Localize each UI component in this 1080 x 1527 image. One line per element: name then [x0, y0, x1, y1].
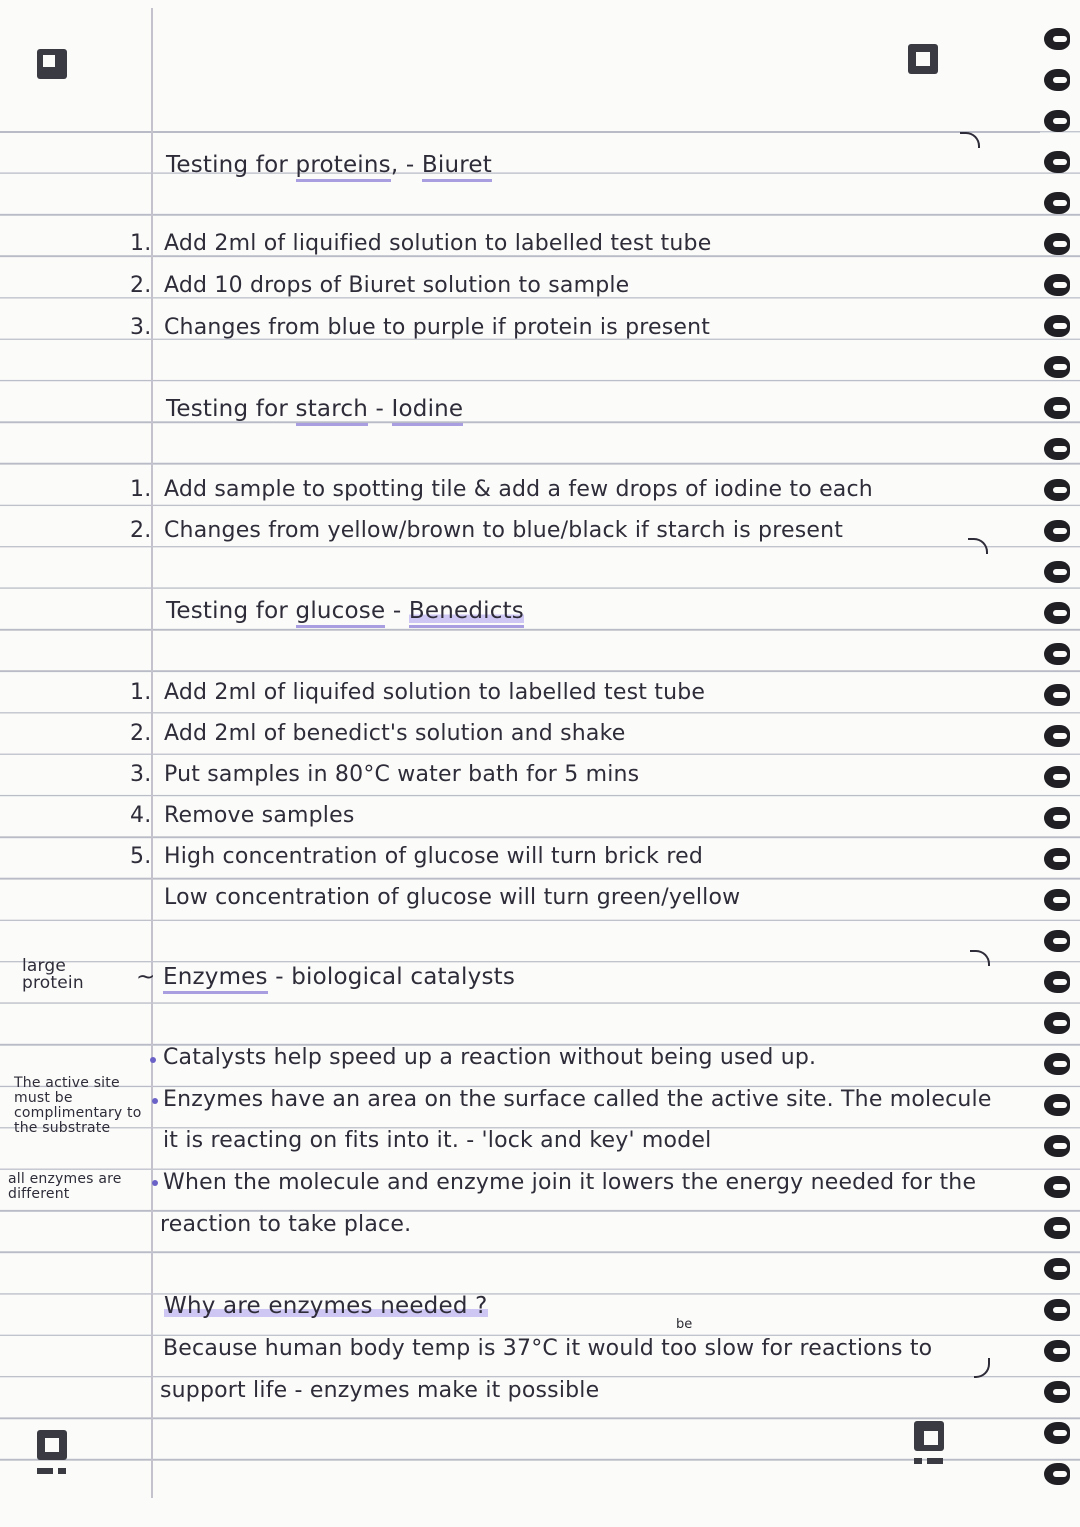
spiral-ring [1044, 1340, 1070, 1362]
spiral-ring [1044, 233, 1070, 255]
ruled-line [0, 131, 1040, 133]
dash-marker [914, 1458, 922, 1464]
list-item: 2. Changes from yellow/brown to blue/black if starch is present [130, 518, 844, 543]
spiral-ring [1044, 1299, 1070, 1321]
list-item: 1. Add 2ml of liquifed solution to labelled test tube [130, 680, 706, 705]
heading-proteins: Testing for proteins, - Biuret [166, 152, 492, 178]
list-item-continued: it is reacting on fits into it. - 'lock and key' model [163, 1128, 712, 1153]
list-item: Catalysts help speed up a reaction without being used up. [163, 1045, 817, 1070]
list-item: 3. Changes from blue to purple if protein is present [130, 315, 711, 340]
list-item: 4. Remove samples [130, 803, 355, 828]
spiral-ring [1044, 192, 1070, 214]
bullet-dot [150, 1057, 156, 1063]
spiral-ring [1044, 520, 1070, 542]
spiral-ring [1044, 848, 1070, 870]
side-note: The active site must be complimentary to the substrate [14, 1075, 142, 1136]
spiral-ring [1044, 971, 1070, 993]
spiral-ring [1044, 1012, 1070, 1034]
heading-enzymes: ~ Enzymes - biological catalysts [136, 964, 515, 990]
spiral-ring [1044, 110, 1070, 132]
paragraph-line: support life - enzymes make it possible [160, 1378, 600, 1403]
list-item-continued: Low concentration of glucose will turn green/yellow [164, 885, 741, 910]
spiral-ring [1044, 889, 1070, 911]
spiral-ring [1044, 1463, 1070, 1485]
tick-mark [960, 132, 980, 148]
list-item: 3. Put samples in 80°C water bath for 5 mins [130, 762, 640, 787]
list-item: 1. Add sample to spotting tile & add a few drops of iodine to each [130, 477, 873, 502]
spiral-ring [1044, 1053, 1070, 1075]
spiral-ring [1044, 28, 1070, 50]
list-item: When the molecule and enzyme join it lowers the energy needed for the [163, 1170, 977, 1195]
spiral-ring [1044, 1381, 1070, 1403]
bullet-dot [152, 1180, 158, 1186]
spiral-binding [1040, 28, 1074, 1498]
corner-marker-icon [37, 49, 67, 79]
heading-why: Why are enzymes needed ? [164, 1293, 488, 1319]
spiral-ring [1044, 1176, 1070, 1198]
spiral-ring [1044, 1094, 1070, 1116]
spiral-ring [1044, 479, 1070, 501]
list-item: 1. Add 2ml of liquified solution to labelled test tube [130, 231, 712, 256]
margin-note: large protein [22, 956, 84, 993]
spiral-ring [1044, 397, 1070, 419]
spiral-ring [1044, 602, 1070, 624]
spiral-ring [1044, 356, 1070, 378]
page-bottom-margin [0, 1498, 1080, 1527]
dash-marker [927, 1458, 943, 1464]
spiral-ring [1044, 725, 1070, 747]
corner-marker-icon [908, 44, 938, 74]
spiral-ring [1044, 766, 1070, 788]
spiral-ring [1044, 684, 1070, 706]
inserted-word: be [676, 1317, 693, 1332]
spiral-ring [1044, 1258, 1070, 1280]
list-item: 2. Add 10 drops of Biuret solution to sample [130, 273, 630, 298]
tick-mark [970, 950, 990, 966]
spiral-ring [1044, 643, 1070, 665]
list-item: Enzymes have an area on the surface called the active site. The molecule [163, 1087, 992, 1112]
bullet-dot [152, 1098, 158, 1104]
spiral-ring [1044, 274, 1070, 296]
tick-mark [974, 1358, 990, 1378]
tick-mark [968, 538, 988, 554]
spiral-ring [1044, 151, 1070, 173]
spiral-ring [1044, 1217, 1070, 1239]
spiral-ring [1044, 1422, 1070, 1444]
side-note: all enzymes are different [8, 1171, 122, 1202]
list-item-continued: reaction to take place. [160, 1212, 412, 1237]
dash-marker [58, 1468, 66, 1474]
spiral-ring [1044, 315, 1070, 337]
corner-marker-icon [37, 1430, 67, 1460]
spiral-ring [1044, 438, 1070, 460]
corner-marker-icon [914, 1421, 944, 1451]
heading-glucose: Testing for glucose - Benedicts [166, 598, 524, 624]
heading-starch: Testing for starch - Iodine [166, 396, 463, 422]
dash-marker [37, 1468, 53, 1474]
spiral-ring [1044, 1135, 1070, 1157]
paragraph-line: Because human body temp is 37°C it would too slow for reactions to [163, 1336, 933, 1361]
spiral-ring [1044, 807, 1070, 829]
spiral-ring [1044, 561, 1070, 583]
spiral-ring [1044, 930, 1070, 952]
list-item: 2. Add 2ml of benedict's solution and shake [130, 721, 626, 746]
list-item: 5. High concentration of glucose will turn brick red [130, 844, 703, 869]
spiral-ring [1044, 69, 1070, 91]
